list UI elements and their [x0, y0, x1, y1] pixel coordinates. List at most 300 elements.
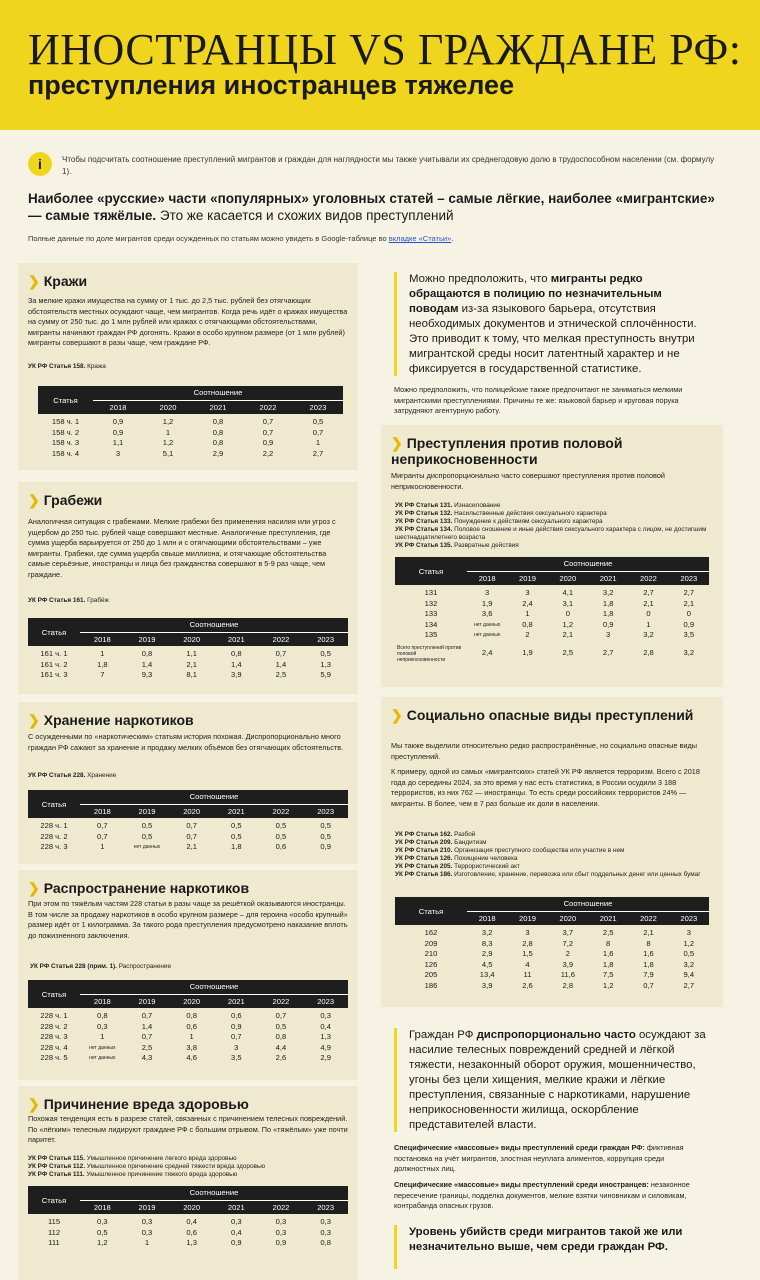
table-header-cell: 2021 — [588, 571, 628, 585]
table-row — [38, 428, 343, 439]
article-ref — [395, 871, 705, 879]
table-cell: 158 ч. 1 — [51, 417, 80, 426]
table-cell: 0,8 — [141, 649, 153, 658]
table-cell: 0,3 — [97, 1021, 108, 1031]
table-row — [38, 414, 343, 428]
table-cell: 8,3 — [481, 938, 493, 948]
table-cell: 0,5 — [275, 831, 287, 841]
text: УК РФ Статья 133. — [395, 518, 453, 525]
card-bodily-harm — [18, 1086, 358, 1280]
table-cell: 1,3 — [186, 1238, 197, 1247]
table-cell: 3,1 — [562, 598, 574, 608]
table-cell: 2,1 — [562, 630, 574, 639]
table-row — [28, 646, 348, 660]
card-text: При этом по тяжёлым частям 228 статьи в разы чаще за решёткой оказываются иностранцы. В том числе за продажу наркотиков в особо крупном размере – для героина «особо крупный» размер идёт от 1 килограмма. За такого рода преступления предусмотрено наказание вплоть до пожизненного заключения. — [28, 899, 348, 940]
table-cell: 3,2 — [602, 588, 614, 597]
table-row — [28, 1214, 348, 1228]
text: УК РФ Статья 228. — [28, 772, 86, 779]
table-header-cell: 2020 — [548, 911, 588, 925]
table-cell: 0,9 — [320, 842, 331, 851]
text: Распространение наркотиков — [43, 880, 250, 896]
table-cell: 7,5 — [602, 970, 614, 979]
text: . — [451, 234, 454, 243]
text: Изнасилование — [452, 502, 501, 509]
table-cell: 8 — [606, 938, 611, 948]
chevron-right-icon: ❯ — [28, 1096, 40, 1112]
table-cell: 2,5 — [602, 928, 614, 937]
text: УК РФ Статья 209. — [395, 839, 453, 846]
table-cell: 5,9 — [320, 670, 331, 679]
card-text: За мелкие кражи имущества на сумму от 1 тыс. до 2,5 тыс. рублей без отягчающих обстоятельств местных осуждают чаще, чем мигрантов. Когда речь идёт о кражах имущества на сумму от 250 тыс. до 1 млн рублей или кражах с отягчающими обстоятельствами, мигранты начинают граждан РФ догонять. Кражи в особо крупном размере (от 1 млн рублей) мигранты совершают в разы чаще, чем граждане РФ. — [28, 296, 348, 347]
text: Можно предположить, что — [409, 273, 551, 285]
table-cell: 0,5 — [275, 821, 287, 830]
card-theft — [18, 263, 358, 470]
article-ref — [395, 542, 519, 550]
table-header-cell: 2022 — [628, 571, 668, 585]
table-row — [395, 585, 709, 599]
table-cell: нет данных — [473, 621, 501, 628]
table-cell: нет данных — [473, 632, 501, 638]
card-sexual-crimes — [381, 425, 723, 687]
table-cell: 0,7 — [643, 980, 654, 990]
table-cell: 0,7 — [186, 831, 197, 841]
table-cell: 0,5 — [320, 821, 331, 830]
table-cell: 1 — [100, 1032, 105, 1041]
table-header-cell: Статья — [28, 618, 80, 646]
ratio-table — [395, 897, 709, 991]
table-header-cell: Соотношение — [80, 1186, 348, 1200]
table-header-cell: 2020 — [169, 1200, 214, 1214]
article-ref — [395, 518, 603, 526]
articles-tab-link[interactable]: вкладке «Статьи» — [388, 234, 452, 243]
article-ref — [30, 963, 171, 971]
table-cell: 9,4 — [683, 970, 695, 979]
table-cell: 3,9 — [481, 980, 493, 990]
text: Уровень убийств среди мигрантов такой же или незначительно выше, чем среди граждан РФ. — [409, 1226, 683, 1253]
note-police: Можно предположить, что полицейские также предпочитают не заниматься мелкими мигрантскими преступлениями. Причины те же: языковой барьер и круговая порука затрудняют агентурную работу. — [394, 385, 683, 415]
table-row — [28, 1032, 348, 1043]
table-cell: 1 — [315, 438, 321, 447]
table-header-cell: 2021 — [214, 994, 259, 1008]
table-header-cell: 2018 — [93, 400, 143, 414]
table-cell: 161 ч. 2 — [40, 659, 68, 669]
table-cell: 3,2 — [481, 928, 493, 937]
table-row — [28, 1043, 348, 1054]
table-cell: 228 ч. 3 — [40, 1032, 68, 1041]
table-cell: 1,4 — [141, 659, 153, 669]
table-cell: 210 — [424, 949, 438, 958]
header-banner — [0, 0, 760, 130]
text: осуждают за насилие телесных повреждений средней и лёгкой тяжести, незаконный оборот оружия, мошенничество, угоны без цели хищения, мелкие кражи и лёгкие преступления, связанные с наркотиками, нарушение неприкосновенности жилища, оскорбление представителей власти. — [409, 1029, 706, 1131]
table-cell: 7 — [100, 670, 105, 679]
table-header-cell: 2023 — [669, 571, 709, 585]
table-cell: 0,3 — [97, 1217, 108, 1226]
table-cell: 2,1 — [186, 842, 197, 851]
lead-paragraph — [28, 190, 728, 224]
table-cell: 3 — [485, 588, 490, 597]
table-cell: 1,2 — [562, 619, 574, 629]
table-cell: 4,3 — [141, 1053, 153, 1062]
table-cell: 1,6 — [602, 949, 614, 958]
table-header-cell: 2020 — [169, 994, 214, 1008]
table-header-cell: 2020 — [169, 632, 214, 646]
table-cell: 205 — [424, 970, 438, 979]
table-header-cell: 2022 — [259, 994, 304, 1008]
text: УК РФ Статья 134. — [395, 526, 453, 533]
table-header-cell: Соотношение — [467, 557, 709, 571]
table-cell: 13,4 — [479, 970, 495, 979]
table-cell: 0,9 — [231, 1238, 242, 1247]
article-ref — [395, 847, 624, 855]
table-cell: 0,4 — [231, 1227, 242, 1237]
table-cell: 0,3 — [275, 1217, 287, 1226]
text: Организация преступного сообщества или участие в нем — [452, 847, 625, 854]
text: Распространение — [116, 963, 172, 970]
table-row — [28, 1022, 348, 1033]
table-header-cell: 2019 — [125, 1200, 170, 1214]
table-cell: 0 — [646, 609, 651, 618]
table-cell: 2,9 — [212, 448, 224, 458]
table-row — [38, 438, 343, 449]
table-row — [28, 660, 348, 671]
table-cell: 1,1 — [186, 649, 197, 658]
table-cell: 1 — [525, 609, 530, 618]
table-header-cell: 2018 — [80, 632, 125, 646]
table-cell: 3,2 — [683, 648, 695, 658]
table-cell: 0,5 — [141, 821, 153, 830]
text: Социально опасные виды преступлений — [406, 707, 694, 723]
table-cell: 2,8 — [522, 938, 533, 948]
table-cell: 228 ч. 2 — [40, 1021, 68, 1031]
table-row — [28, 1008, 348, 1022]
table-cell: 2,9 — [320, 1053, 331, 1062]
table-header-cell: 2019 — [125, 632, 170, 646]
note-text: Полные данные по доле мигрантов среди осужденных по статьям можно увидеть в Google-таблице во — [28, 234, 389, 243]
table-row — [28, 1238, 348, 1249]
table-cell: 0,8 — [231, 649, 242, 658]
table-cell: 2,1 — [186, 659, 197, 669]
table-cell: 3,9 — [231, 670, 242, 679]
table-cell: 1,8 — [602, 959, 614, 969]
text: мигранты редко обращаются в полицию по незначительным поводам — [409, 273, 662, 315]
card-dangerous-crimes — [381, 697, 723, 1007]
table-header-cell: 2020 — [143, 400, 193, 414]
text: Специфические «массовые» виды преступлений среди граждан РФ: — [394, 1143, 645, 1152]
table-cell: 1,1 — [112, 438, 124, 447]
table-header-cell: 2019 — [507, 911, 547, 925]
table-cell: 8,1 — [186, 670, 197, 679]
table-cell: 4,4 — [275, 1042, 287, 1052]
table-header-cell: 2022 — [628, 911, 668, 925]
table-cell: 0,5 — [683, 949, 695, 958]
table-header-cell: 2021 — [214, 804, 259, 818]
text: УК РФ Статья 126. — [395, 855, 453, 862]
text: Террористический акт — [452, 863, 520, 870]
article-ref — [28, 363, 106, 371]
table-cell: 1 — [144, 1238, 150, 1247]
table-header-cell: Статья — [395, 897, 467, 925]
text: из-за языкового барьера, отсутствия необходимых документов и этнической сплочённости. Это приводит к тому, что мелкая преступность внутри мигрантской среды носит латентный характер и не фиксируется в государственной статистике. — [409, 303, 697, 375]
table-cell: 3 — [686, 928, 691, 937]
table-cell: 3,5 — [683, 630, 695, 639]
text: незаконное пересечение границы, подделка документов, мелкие взятки чиновникам и силовикам, контрабанда опасных грузов. — [394, 1180, 690, 1210]
table-row — [395, 970, 709, 981]
chevron-right-icon: ❯ — [391, 435, 403, 451]
table-header-cell: 2023 — [303, 994, 348, 1008]
table-header-cell: 2019 — [125, 994, 170, 1008]
card-title — [28, 712, 194, 728]
card-text: К примеру, одной из самых «мигрантских» статей УК РФ является терроризм. Всего с 2018 года до середины 2024, за это время у нас есть статистика, в России осудили 3 188 террористов, из них 762 — иностранцы. То есть среди российских террористов 24% — мигранты. В более, чем в 7 раз больше их доли в населении. — [391, 767, 700, 808]
table-cell: 161 ч. 1 — [40, 649, 68, 658]
table-cell: 0,4 — [320, 1021, 331, 1031]
table-cell: 1,2 — [683, 938, 695, 948]
table-cell: 132 — [424, 598, 438, 608]
table-cell: 1,8 — [602, 609, 614, 618]
table-row — [28, 842, 348, 853]
table-row — [395, 609, 709, 620]
text: Грабежи — [43, 492, 103, 508]
table-cell: 0,9 — [262, 438, 274, 447]
table-cell: 1,8 — [643, 959, 654, 969]
article-ref — [28, 1163, 265, 1171]
table-cell: 4 — [525, 959, 530, 969]
text: УК РФ Статья 228 (прим. 1). — [30, 963, 117, 970]
table-cell: 0,7 — [275, 1011, 287, 1020]
table-cell: 1,8 — [231, 842, 242, 851]
table-cell: 0,8 — [212, 417, 224, 426]
table-cell: 4,6 — [186, 1053, 197, 1062]
table-header-cell: 2022 — [259, 632, 304, 646]
table-cell: 209 — [424, 938, 438, 948]
table-cell: 126 — [424, 959, 438, 969]
table-cell: 0,6 — [231, 1011, 242, 1020]
table-header-cell: 2022 — [243, 400, 293, 414]
text: Понуждение к действиям сексуального характера — [452, 518, 603, 525]
table-cell: 1,9 — [481, 598, 493, 608]
article-ref — [28, 772, 116, 780]
specific-foreigners — [394, 1180, 710, 1212]
table-row — [28, 818, 348, 832]
table-cell: 0,5 — [97, 1227, 108, 1237]
table-cell: 0,3 — [141, 1227, 153, 1237]
table-cell: 3 — [115, 448, 121, 458]
table-cell: 11,6 — [560, 970, 575, 979]
table-cell: 3,9 — [562, 959, 574, 969]
table-cell: 0,6 — [275, 842, 287, 851]
table-cell: 186 — [424, 980, 438, 990]
article-ref — [395, 510, 607, 518]
text: Похищение человека — [452, 855, 518, 862]
table-header-cell: 2020 — [548, 571, 588, 585]
table-cell: 228 ч. 3 — [40, 842, 68, 851]
table-cell: нет данных — [133, 844, 161, 850]
table-cell: 2,6 — [522, 980, 533, 990]
table-cell: 0,7 — [97, 831, 108, 841]
table-cell: 0,7 — [186, 821, 197, 830]
table-cell: 135 — [424, 630, 438, 639]
table-header-cell: 2020 — [169, 804, 214, 818]
table-cell: 228 ч. 2 — [40, 831, 68, 841]
table-cell: 1 — [165, 427, 171, 437]
table-header-cell: 2018 — [467, 571, 507, 585]
table-header-cell: 2023 — [303, 632, 348, 646]
table-row — [395, 630, 709, 641]
table-header-cell: 2023 — [293, 400, 343, 414]
table-cell: 1,3 — [320, 1032, 331, 1041]
table-row — [38, 449, 343, 460]
table-cell: 11 — [523, 970, 532, 979]
table-cell: нет данных — [89, 1055, 116, 1061]
text: диспропорционально часто — [476, 1029, 636, 1041]
specific-citizens — [394, 1143, 710, 1175]
lead-bold: Наиболее «русские» части «популярных» уголовных статей – самые лёгкие, наиболее «мигрантские» — самые тяжёлые. — [28, 191, 715, 223]
table-header-cell: 2023 — [303, 1200, 348, 1214]
table-cell: 131 — [424, 588, 438, 597]
table-cell: 0 — [565, 609, 570, 618]
table-cell: 3,5 — [231, 1053, 242, 1062]
text: Преступления против половой неприкосновенности — [391, 435, 623, 467]
table-header-cell: Статья — [28, 980, 80, 1008]
table-header-cell: Соотношение — [80, 790, 348, 804]
table-cell: 0,8 — [212, 438, 224, 447]
table-row — [395, 599, 709, 610]
table-cell: 1,4 — [231, 659, 242, 669]
table-cell: 0,7 — [262, 417, 274, 426]
table-cell: 1,9 — [522, 648, 533, 658]
table-row — [28, 832, 348, 843]
card-text: Мы также выделили относительно редко распространённые, но социально опасные виды преступлений. — [391, 741, 697, 761]
table-cell: 2,4 — [481, 648, 493, 658]
table-cell: 4,9 — [320, 1042, 331, 1052]
table-cell: 1 — [189, 1032, 194, 1041]
table-cell: 0,5 — [141, 831, 153, 841]
table-cell: Всего преступлений против половой неприкосновенности — [397, 644, 462, 663]
table-cell: 0,6 — [186, 1021, 197, 1031]
text: Кража — [85, 363, 106, 370]
table-cell: 0,8 — [186, 1011, 197, 1020]
text: Бандитизм — [452, 839, 487, 846]
table-cell: 0,4 — [186, 1217, 197, 1226]
text: Развратные действия — [452, 542, 519, 549]
table-cell: 1 — [100, 649, 105, 658]
article-ref — [395, 839, 487, 847]
page-subtitle: преступления иностранцев тяжелее — [28, 70, 515, 100]
text: Хранение наркотиков — [43, 712, 194, 728]
text: УК РФ Статья 115. — [28, 1155, 86, 1162]
table-cell: 1,2 — [162, 438, 174, 447]
card-drug-storage — [18, 702, 358, 864]
table-cell: 3 — [234, 1042, 239, 1052]
table-cell: 0,3 — [141, 1217, 153, 1226]
table-cell: 228 ч. 5 — [40, 1053, 68, 1062]
text: УК РФ Статья 161. — [28, 597, 86, 604]
info-text: Чтобы подсчитать соотношение преступлений мигрантов и граждан для наглядности мы также учитывали их среднегодовую долю в трудоспособном населении (см. формулу 1). — [62, 155, 715, 176]
text: УК РФ Статья 132. — [395, 510, 453, 517]
table-header-cell: 2018 — [80, 994, 125, 1008]
table-cell: 4,1 — [562, 588, 574, 597]
lead-rest: Это же касается и схожих видов преступлений — [156, 208, 454, 223]
table-header-cell: Статья — [395, 557, 467, 585]
ratio-table — [395, 557, 709, 667]
table-header-cell: 2023 — [303, 804, 348, 818]
table-row — [395, 620, 709, 631]
chevron-right-icon: ❯ — [28, 880, 40, 896]
table-cell: 2,2 — [262, 448, 274, 458]
table-cell: 1,6 — [643, 949, 654, 958]
table-header-cell: 2022 — [259, 804, 304, 818]
table-cell: 0,5 — [231, 821, 242, 830]
table-cell: 3,6 — [481, 609, 493, 618]
table-header-cell: 2018 — [467, 911, 507, 925]
table-header-cell: Соотношение — [80, 980, 348, 994]
table-cell: 2,7 — [312, 448, 324, 458]
text: УК РФ Статья 131. — [395, 502, 453, 509]
card-title — [28, 273, 87, 289]
table-row — [395, 981, 709, 992]
text: УК РФ Статья 210. — [395, 847, 453, 854]
ratio-table — [28, 618, 348, 681]
text: Умышленное причинение тяжкого вреда здоровью — [84, 1171, 238, 1178]
table-cell: 1,2 — [162, 417, 174, 426]
table-cell: 0,7 — [141, 1011, 153, 1020]
callout-citizens — [394, 1028, 714, 1132]
text: Умышленное причинение средней тяжести вреда здоровью — [85, 1163, 266, 1170]
table-cell: 3,8 — [186, 1042, 197, 1052]
card-text: Мигранты диспропорционально часто совершают преступления против половой неприкосновенности. — [391, 471, 665, 491]
table-cell: 2 — [565, 949, 570, 958]
card-title — [391, 435, 711, 467]
table-cell: 158 ч. 3 — [51, 438, 80, 447]
article-ref — [395, 855, 518, 863]
chevron-right-icon: ❯ — [391, 707, 403, 723]
table-cell: 1,2 — [97, 1238, 108, 1247]
text: УК РФ Статья 158. — [28, 363, 86, 370]
table-row — [395, 949, 709, 960]
table-cell: 2,7 — [683, 980, 695, 990]
table-row-total — [395, 641, 709, 667]
text: Специфические «массовые» виды преступлений среди иностранцев: — [394, 1180, 649, 1189]
ratio-table — [28, 790, 348, 853]
text: Хранение — [85, 772, 117, 779]
table-cell: 161 ч. 3 — [40, 670, 68, 679]
table-cell: 133 — [424, 609, 438, 618]
callout-migrants-police — [394, 272, 714, 376]
table-header-cell: 2021 — [193, 400, 243, 414]
ratio-table — [28, 1186, 348, 1249]
table-row — [28, 1228, 348, 1239]
table-header-cell: 2022 — [259, 1200, 304, 1214]
table-cell: 2,1 — [643, 928, 654, 937]
card-title — [28, 492, 102, 508]
text: УК РФ Статья 186. — [395, 871, 453, 878]
chevron-right-icon: ❯ — [28, 712, 40, 728]
table-cell: 111 — [48, 1238, 60, 1247]
text: Разбой — [452, 831, 476, 838]
table-cell: 2,1 — [643, 598, 654, 608]
table-cell: 134 — [424, 619, 438, 629]
table-cell: 158 ч. 4 — [51, 448, 80, 458]
table-cell: 1,3 — [320, 659, 331, 669]
text: Граждан РФ — [409, 1029, 477, 1041]
table-cell: 0,8 — [320, 1238, 331, 1247]
table-cell: 0,5 — [275, 1021, 287, 1031]
table-cell: 1,8 — [602, 598, 614, 608]
table-cell: 2 — [525, 630, 530, 639]
table-cell: 3 — [525, 588, 530, 597]
text: УК РФ Статья 135. — [395, 542, 453, 549]
table-header-cell: Соотношение — [467, 897, 709, 911]
table-row — [395, 939, 709, 950]
